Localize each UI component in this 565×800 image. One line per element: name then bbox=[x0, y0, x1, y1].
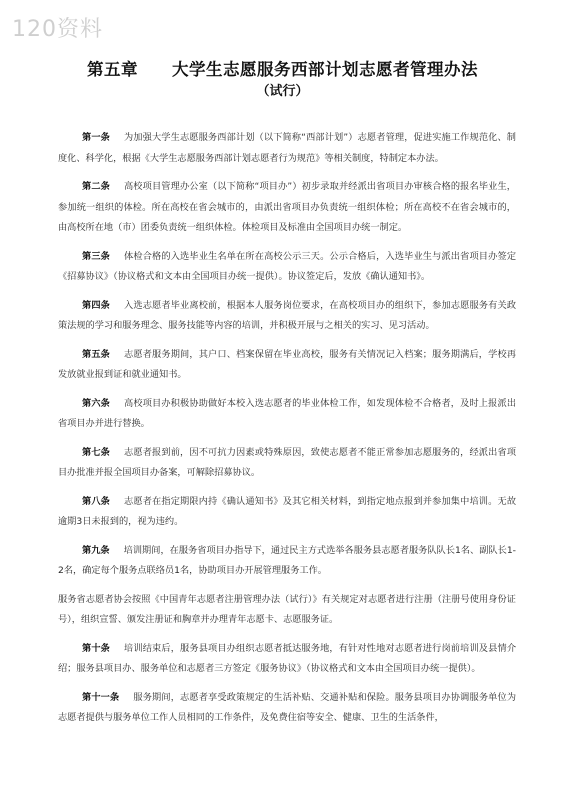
article-paragraph bbox=[58, 296, 516, 337]
article-number: 第五条 bbox=[82, 348, 111, 360]
article-paragraph bbox=[58, 128, 516, 169]
article-number: 第二条 bbox=[82, 181, 110, 192]
watermark-logo: 120资料 bbox=[12, 17, 103, 42]
article-text: 体检合格的入选毕业生名单在所在高校公示三天。公示合格后，入选毕业生与派出省项目办签定《招募协议》（协议格式和文本由全国项目办统一提供）。协议签定后，发放《确认通知书》。 bbox=[58, 250, 517, 282]
article-number: 第四条 bbox=[82, 299, 111, 311]
article-text: 志愿者服务期间，其户口、档案保留在毕业高校，服务有关情况记入档案；服务期满后，学校再发放就业报到证和就业通知书。 bbox=[58, 348, 517, 380]
article-text: 入选志愿者毕业离校前，根据本人服务岗位要求，在高校项目办的组织下，参加志愿服务有关政策法规的学习和服务理念、服务技能等内容的培训，并积极开展与之相关的实习、见习活动。 bbox=[58, 299, 517, 331]
article-number: 第三条 bbox=[82, 250, 111, 262]
article-text: 培训期间，在服务省项目办指导下，通过民主方式选举各服务县志愿者服务队队长1名、副队长1-2名，确定每个服务点联络员1名，协助项目办开展管理服务工作。 bbox=[58, 544, 517, 576]
article-text: 志愿者报到前，因不可抗力因素或特殊原因，致使志愿者不能正常参加志愿服务的，经派出省项目办批准并报全国项目办备案，可解除招募协议。 bbox=[58, 446, 517, 478]
article-paragraph bbox=[58, 541, 516, 582]
article-number: 第十条 bbox=[82, 642, 111, 654]
page-title bbox=[0, 56, 565, 80]
article-text: 服务省志愿者协会按照《中国青年志愿者注册管理办法（试行）》有关规定对志愿者进行注册（注册号使用身份证号），组织宣誓、颁发注册证和胸章并办理青年志愿卡、志愿服务证。 bbox=[58, 593, 516, 625]
article-text: 服务期间，志愿者享受政策规定的生活补贴、交通补贴和保险。服务县项目办协调服务单位为志愿者提供与服务单位工作人员相同的工作条件，及免费住宿等安全、健康、卫生的生活条件， bbox=[58, 691, 517, 723]
article-paragraph bbox=[58, 443, 516, 484]
document-title: 大学生志愿服务西部计划志愿者管理办法 bbox=[172, 60, 478, 79]
article-text: 高校项目管理办公室（以下简称“项目办”）初步录取并经派出省项目办审核合格的报名毕业生，参加统一组织的体检。所在高校在省会城市的，由派出省项目办负责统一组织体检；所在高校不在省会城市的，由高校所在地（市）团委负责统一组织体检。体检项目及标准由全国项目办统一制定。 bbox=[58, 181, 516, 233]
article-paragraph bbox=[58, 394, 516, 435]
article-paragraph bbox=[58, 345, 516, 386]
article-number: 第七条 bbox=[82, 446, 111, 458]
article-text: 培训结束后，服务县项目办组织志愿者抵达服务地，有针对性地对志愿者进行岗前培训及县情介绍；服务县项目办、服务单位和志愿者三方签定《服务协议》（协议格式和文本由全国项目办统一提供）。 bbox=[58, 642, 517, 674]
article-number: 第一条 bbox=[82, 132, 110, 143]
article-text: 志愿者在指定期限内持《确认通知书》及其它相关材料，到指定地点报到并参加集中培训。无故逾期3日未报到的，视为违约。 bbox=[58, 495, 517, 527]
article-paragraph bbox=[58, 492, 516, 533]
article-number: 第九条 bbox=[82, 544, 110, 556]
document-body bbox=[58, 128, 516, 737]
article-paragraph bbox=[58, 590, 516, 631]
article-number: 第六条 bbox=[82, 397, 111, 409]
article-paragraph bbox=[58, 639, 516, 680]
article-text: 高校项目办积极协助做好本校入选志愿者的毕业体检工作，如发现体检不合格者，及时上报派出省项目办并进行替换。 bbox=[58, 397, 517, 429]
article-paragraph bbox=[58, 247, 516, 288]
article-number: 第十一条 bbox=[82, 691, 120, 703]
article-paragraph bbox=[58, 177, 516, 239]
chapter-label: 第五章 bbox=[87, 60, 138, 79]
article-text: 为加强大学生志愿服务西部计划（以下简称“西部计划”）志愿者管理，促进实施工作规范化、制度化、科学化，根据《大学生志愿服务西部计划志愿者行为规范》等相关制度，特制定本办法。 bbox=[58, 132, 516, 164]
article-number: 第八条 bbox=[82, 495, 111, 507]
article-paragraph bbox=[58, 688, 516, 729]
document-subtitle: （试行） bbox=[256, 84, 309, 99]
